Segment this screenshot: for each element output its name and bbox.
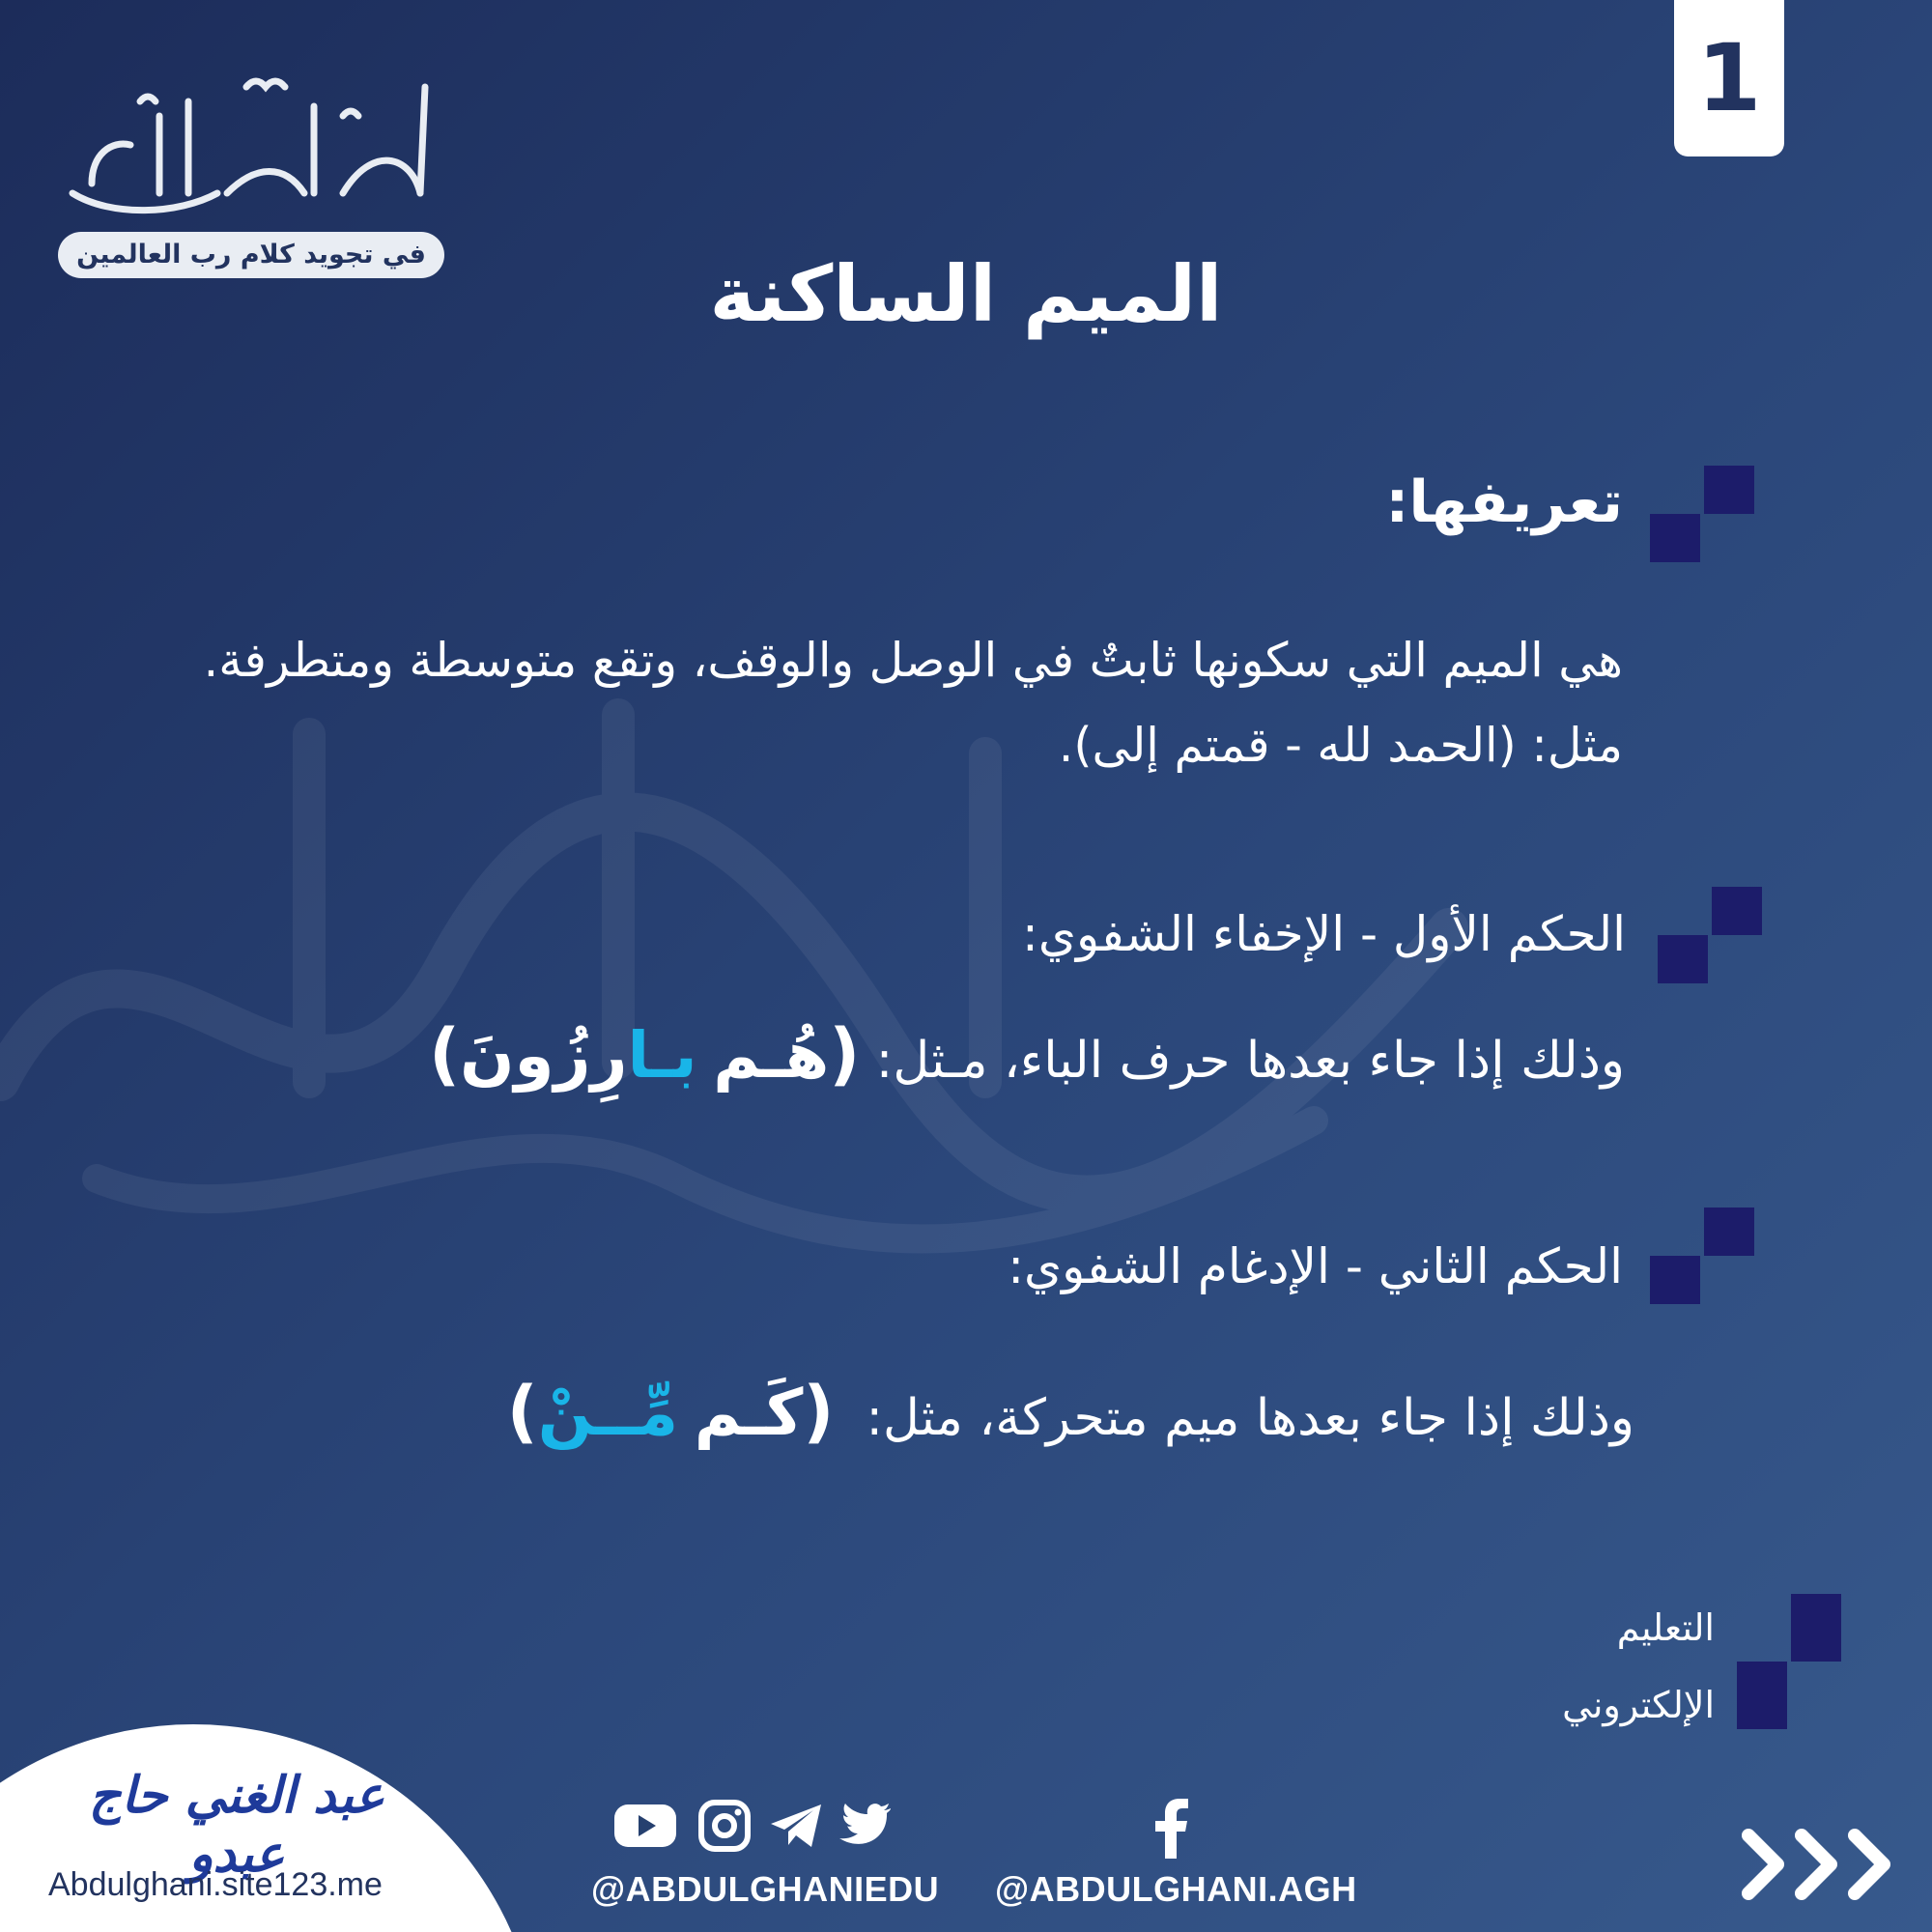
facebook-icon[interactable] [1155, 1799, 1188, 1862]
signature-name: عبد الغني حاج عبدو [88, 1766, 385, 1884]
rule-2-example [507, 1372, 1634, 1451]
definition-text: هي الميم التي سكونها ثابتٌ في الوصل والوقف، وتقع متوسطة ومتطرفة. مثل: (الحمد لله - قمتم إلى). [203, 633, 1623, 773]
rule-1-text: وذلك إذا جاء بعدها حرف الباء، مـثل: [875, 1032, 1625, 1090]
open-paren: ( [803, 1372, 835, 1451]
open-paren: ( [829, 1014, 861, 1094]
example-highlight: مِّـ [616, 1376, 679, 1450]
social-handle-1[interactable]: @ABDULGHANIEDU [591, 1869, 940, 1909]
bullet-squares-icon [1737, 1594, 1843, 1729]
bullet-squares-icon [1658, 887, 1764, 983]
example-word: هُـم [713, 1018, 830, 1093]
social-handle-2[interactable]: @ABDULGHANI.AGH [995, 1869, 1357, 1909]
example-word: كَـم [694, 1376, 804, 1450]
definition-heading: تعريفها: [1385, 469, 1623, 536]
website-link[interactable]: Abdulghani.site123.me [48, 1866, 383, 1903]
rule-2-heading: الحكم الثاني - الإدغام الشفوي: [1008, 1238, 1623, 1294]
brand-logo [53, 48, 449, 290]
next-arrows-icon[interactable] [1739, 1826, 1903, 1907]
example-word: ـنْ [537, 1376, 617, 1450]
rule-1-example [429, 1014, 1625, 1094]
youtube-icon[interactable] [612, 1799, 678, 1857]
close-paren: ) [506, 1372, 538, 1451]
logo-tagline: في تجويد كلام رب العالمين [58, 232, 444, 278]
bullet-squares-icon [1650, 466, 1756, 562]
corner-label-line-2: الإلكتروني [1562, 1684, 1715, 1726]
close-paren: ) [429, 1014, 461, 1094]
corner-label [1562, 1589, 1715, 1744]
bullet-squares-icon [1650, 1208, 1756, 1304]
instagram-icon[interactable] [697, 1799, 752, 1857]
telegram-icon[interactable] [767, 1799, 825, 1857]
page-number-badge: 1 [1674, 0, 1784, 156]
example-word: رِزُونَ [460, 1018, 628, 1093]
example-highlight: بـا [627, 1018, 697, 1093]
corner-label-line-1: التعليم [1616, 1606, 1715, 1649]
logo-calligraphy [53, 48, 449, 232]
page-title: الميم الساكنة [709, 249, 1223, 339]
twitter-icon[interactable] [837, 1799, 895, 1857]
rule-1-heading: الحكم الأول - الإخفاء الشفوي: [1022, 906, 1626, 962]
rule-2-text: وذلك إذا جاء بعدها ميم متحركة، مثل: [866, 1389, 1634, 1447]
